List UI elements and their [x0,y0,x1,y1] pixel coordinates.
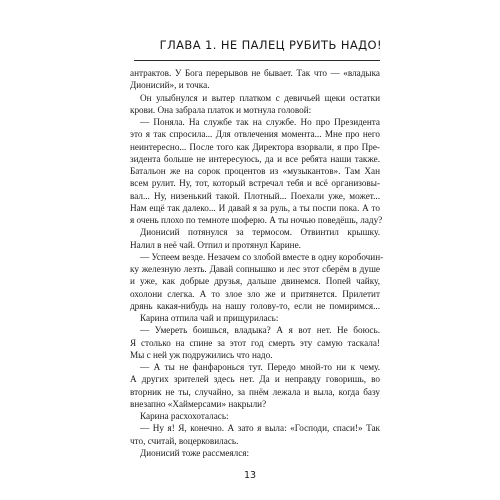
body-text [130,67,384,459]
text-line: крови. Она забрала платок и мотнула головой: [130,104,312,115]
page-number: 13 [243,470,257,481]
text-line: я очень плохо по темноте шоферю. А ты ночью поведёшь, ладу? [130,215,383,225]
text-line: Мы с ней уж подружились что надо. [130,349,273,360]
text-line: Налил в неё чай. Отпил и протянул Карине. [130,239,301,250]
text-line: Карина отпила чай и прищурилась: [140,313,279,323]
text-line: Нам ещё так далеко... И давай я за руль, а ты поспи пока. А то [130,202,380,213]
text-line: и уже, как добрые друзья, дальше двинемся. Попей чайку, [130,276,380,287]
text-line: зидента больше не интересуюсь, да и все ребята наши также. [130,153,380,164]
text-line: вал... Ну, низенький такой. Плотный... Поехали уже, может... [130,190,380,201]
text-line: что, считай, воцерковилась. [130,435,239,446]
text-line: — Успеем везде. Незачем со злобой вместе в одну коробочин- [140,251,384,262]
text-line: Он улыбнулся и вытер платком с девичьей щеки остатки [140,92,380,103]
text-line: Я столько на спине за этот год смерть эту самую таскала! [130,337,380,348]
text-line: неинтересно... После того как Директора взорвали, я про Пре- [130,141,380,152]
text-line: Дионисий тоже рассмеялся: [140,447,250,458]
text-line: Батальон же на сорок процентов из «музыкантов». Там Хан [130,166,380,176]
text-line: внезапно «Хаймерсами» накрыли? [130,398,267,409]
text-line: всем рулит. Ну, тот, который встречал тебя и всё организовы- [130,178,380,189]
text-line: — Ну я! Я, конечно. А зато я выла: «Господи, спаси!» Так [140,423,380,434]
text-line: охолони слегка. А то злое зло же и притянется. Прилетит [130,288,380,299]
text-line: это я так спросила... Для отвлечения момента... Мне про него [130,129,380,140]
text-line: — Поняла. На службе так на службе. Но про Президента [140,117,380,127]
text-line: дрянь какая-нибудь на нашу голову-то, если не помиримся... [130,300,380,311]
text-line: Дионисий», и точка. [130,80,210,91]
text-line: антрактов. У Бога перерывов не бывает. Так что — «владыка [130,68,380,78]
text-line: — А ты не фанфаронься тут. Передо мной-то ни к чему. [140,362,380,372]
text-line: — Умереть боишься, владыка? А я вот нет. Не боюсь. [140,325,380,336]
text-line: А других зрителей здесь нет. Да и неправду говоришь, во [130,374,380,385]
header-rule [134,60,380,61]
text-line: Дионисий потянулся за термосом. Отвинтил крышку. [140,227,380,238]
chapter-title: ГЛАВА 1. НЕ ПАЛЕЦ РУБИТЬ НАДО! [159,38,382,52]
text-line: вторник не ты, случайно, за пнём лежала и выла, когда базу [130,386,380,397]
text-line: Карина расхохоталась: [140,411,229,421]
text-line: ку железную лезть. Давай сопнышко и лес этот сберём в душе [130,264,380,274]
